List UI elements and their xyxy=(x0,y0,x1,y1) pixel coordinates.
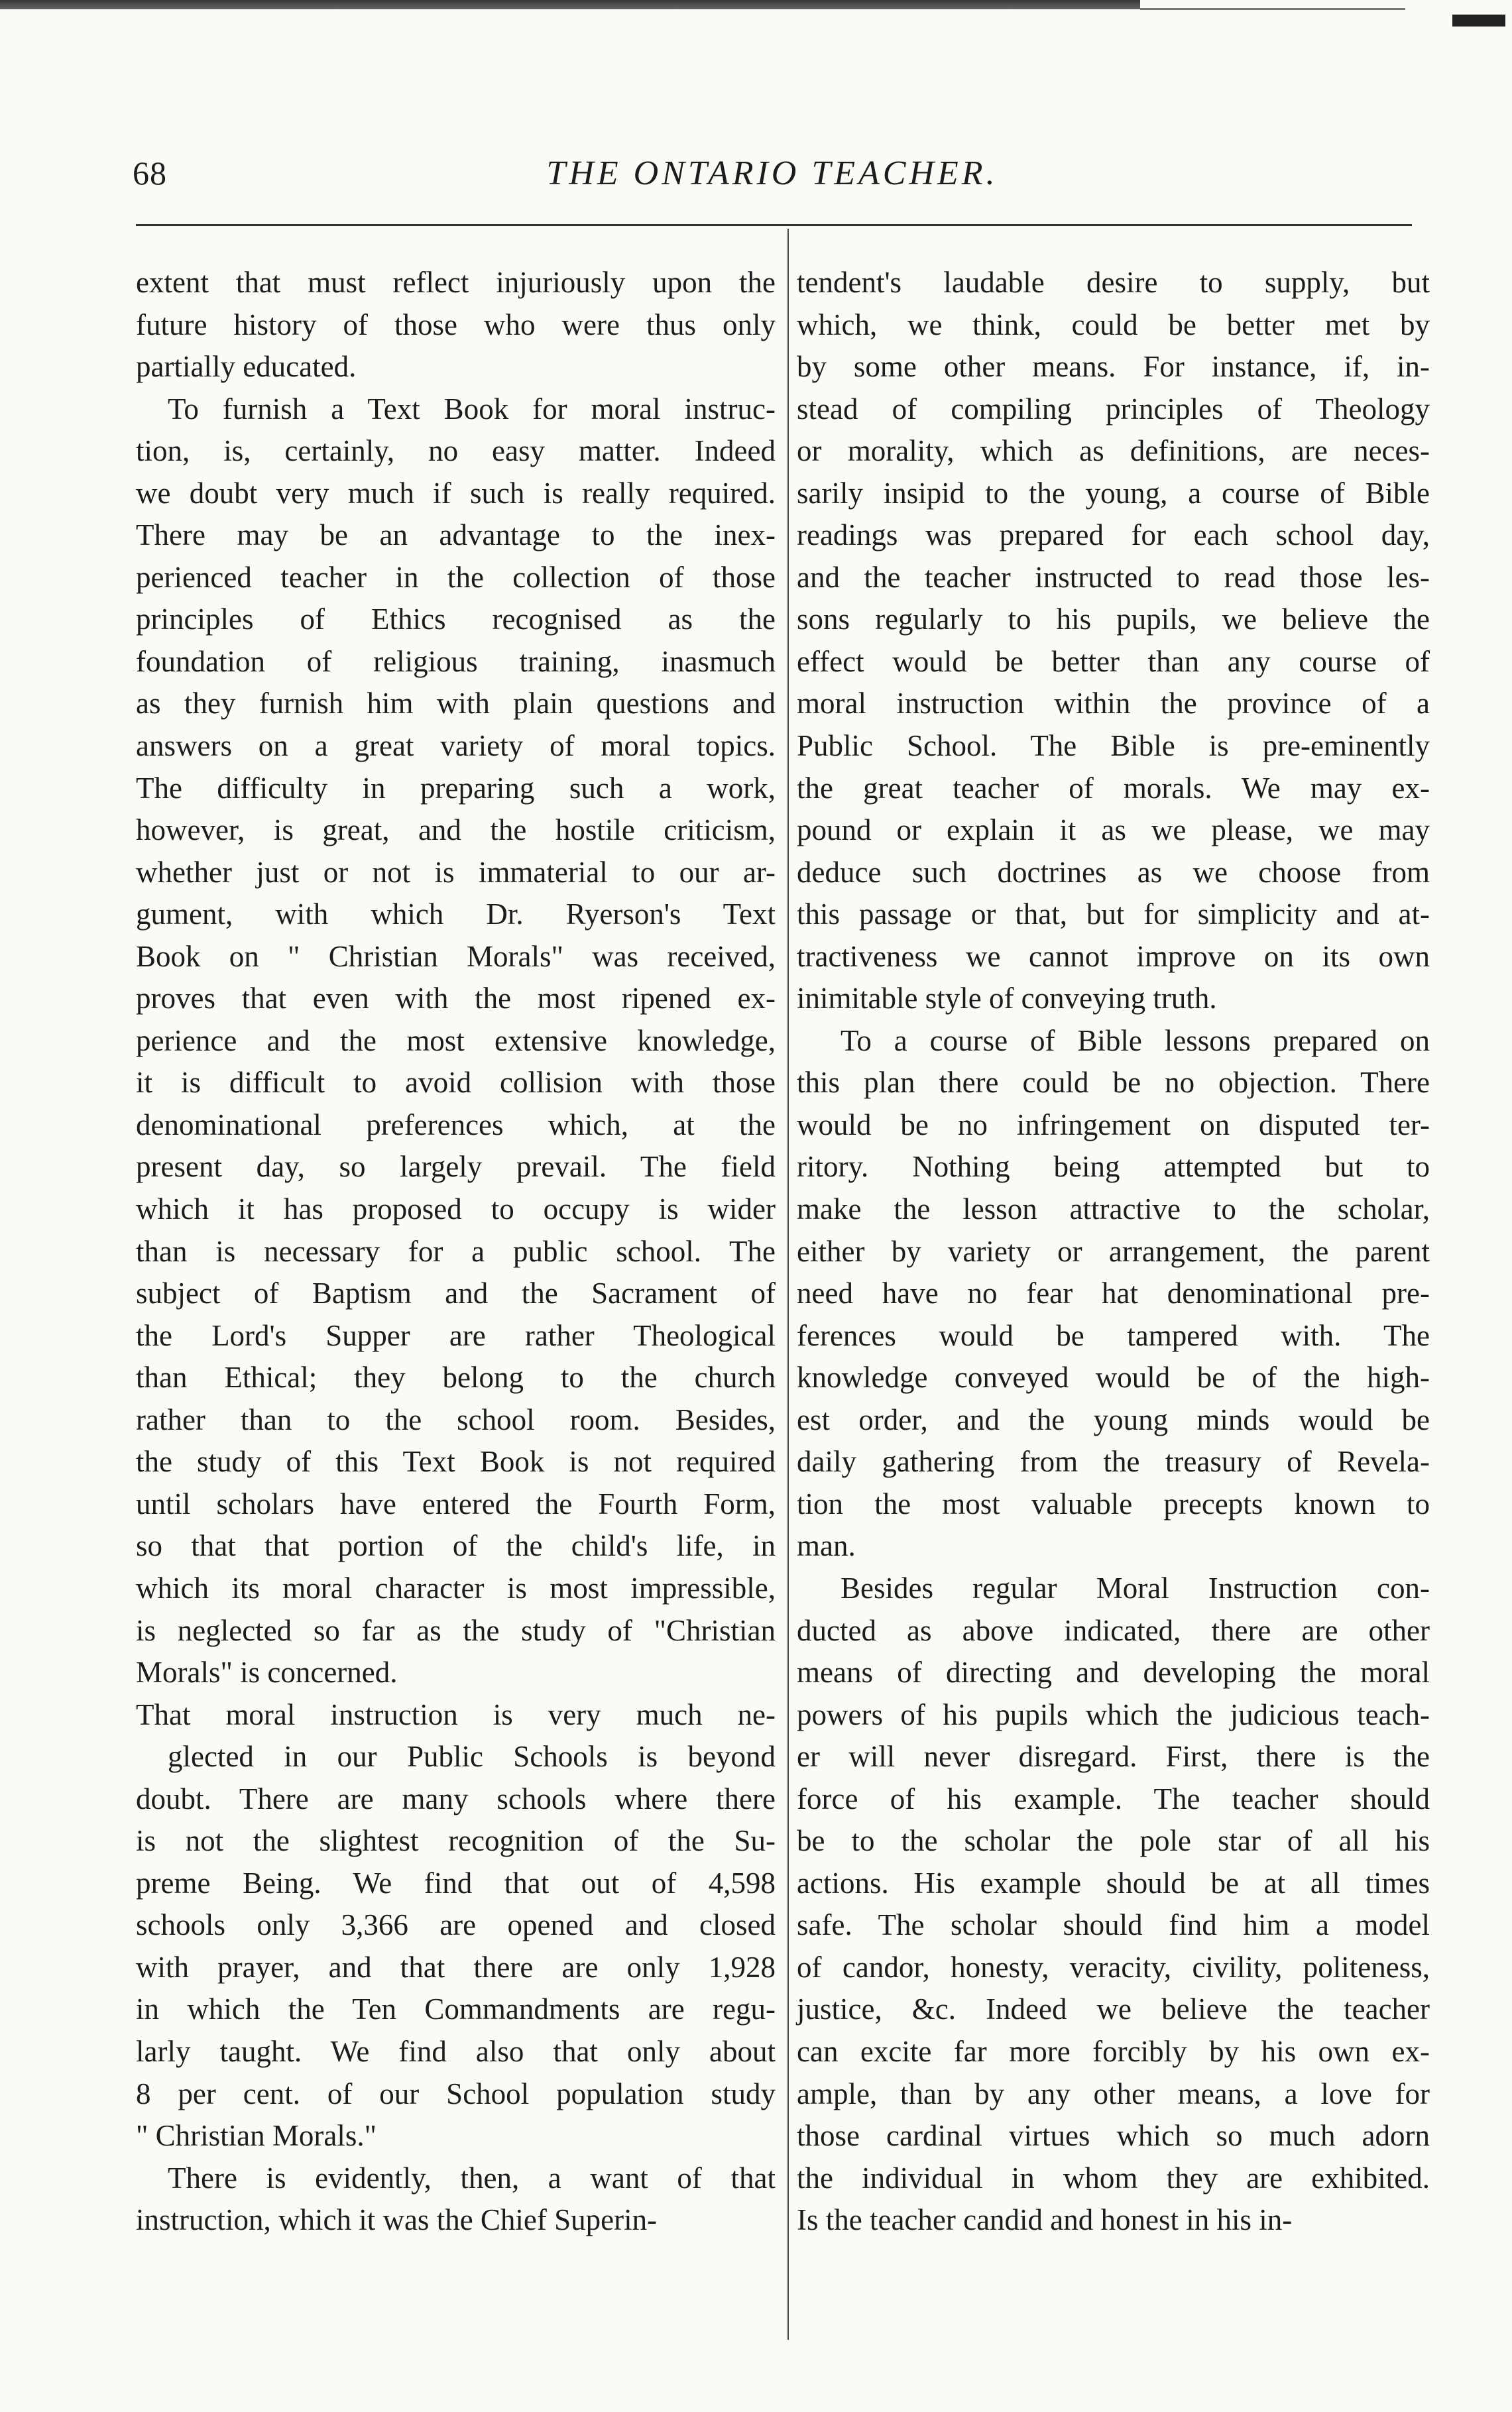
text-line: safe. The scholar should find him a model xyxy=(797,1908,1430,1942)
text-line: justice, &c. Indeed we believe the teacher xyxy=(797,1992,1430,2026)
text-line: schools only 3,366 are opened and closed xyxy=(136,1908,776,1942)
text-line: inimitable style of conveying truth. xyxy=(797,982,1217,1015)
text-line: doubt. There are many schools where there xyxy=(136,1782,776,1815)
text-line: this plan there could be no objection. There xyxy=(797,1066,1430,1100)
text-line: Morals" is concerned. xyxy=(136,1656,398,1690)
text-line: perience and the most extensive knowledge, xyxy=(136,1023,776,1057)
text-line: glected in our Public Schools is beyond xyxy=(168,1740,776,1774)
text-line: extent that must reflect injuriously upon the xyxy=(136,266,776,299)
text-line: means of directing and developing the moral xyxy=(797,1656,1430,1690)
text-line: however, is great, and the hostile criticism, xyxy=(136,813,776,847)
text-line: Is the teacher candid and honest in his in- xyxy=(797,2203,1293,2237)
text-line: tion, is, certainly, no easy matter. Indeed xyxy=(136,434,776,468)
text-line: as they furnish him with plain questions and xyxy=(136,687,776,720)
text-line: which, we think, could be better met by xyxy=(797,308,1430,341)
running-title: THE ONTARIO TEACHER. xyxy=(546,154,998,192)
text-line: ample, than by any other means, a love for xyxy=(797,2077,1430,2110)
text-line: whether just or not is immaterial to our ar- xyxy=(136,855,776,889)
text-line: rather than to the school room. Besides, xyxy=(136,1403,776,1436)
text-line: and the teacher instructed to read those les- xyxy=(797,560,1430,594)
text-line: subject of Baptism and the Sacrament of xyxy=(136,1277,776,1310)
text-line: is not the slightest recognition of the Su- xyxy=(136,1824,776,1858)
text-line: larly taught. We find also that only about xyxy=(136,2034,776,2068)
text-line: daily gathering from the treasury of Revela- xyxy=(797,1445,1430,1479)
text-line: powers of his pupils which the judicious teach- xyxy=(797,1697,1430,1731)
text-line: so that that portion of the child's life, in xyxy=(136,1529,776,1563)
text-line: ferences would be tampered with. The xyxy=(797,1318,1430,1352)
text-line: denominational preferences which, at the xyxy=(136,1108,776,1141)
text-line: pound or explain it as we please, we may xyxy=(797,813,1430,847)
text-line: future history of those who were thus only xyxy=(136,308,776,341)
text-line: those cardinal virtues which so much adorn xyxy=(797,2119,1430,2153)
text-line: est order, and the young minds would be xyxy=(797,1403,1430,1436)
text-line: " Christian Morals." xyxy=(136,2119,377,2153)
text-line: 8 per cent. of our School population study xyxy=(136,2077,776,2110)
scan-corner-mark xyxy=(1452,15,1505,27)
text-line: proves that even with the most ripened ex- xyxy=(136,982,776,1015)
text-line: foundation of religious training, inasmuch xyxy=(136,644,776,678)
text-line: gument, with which Dr. Ryerson's Text xyxy=(136,897,776,931)
text-line: which it has proposed to occupy is wider xyxy=(136,1192,776,1226)
left-column xyxy=(136,262,776,2242)
text-line: instruction, which it was the Chief Superin- xyxy=(136,2203,658,2237)
text-line: To furnish a Text Book for moral instruc- xyxy=(168,392,776,426)
text-line: make the lesson attractive to the scholar, xyxy=(797,1192,1430,1226)
text-line: present day, so largely prevail. The field xyxy=(136,1150,776,1184)
scan-top-border xyxy=(0,0,1140,9)
text-line: than Ethical; they belong to the church xyxy=(136,1361,776,1395)
text-line: this passage or that, but for simplicity and at- xyxy=(797,897,1430,931)
text-line: by some other means. For instance, if, in- xyxy=(797,350,1430,384)
text-line: moral instruction within the province of a xyxy=(797,687,1430,720)
text-line: of candor, honesty, veracity, civility, politeness, xyxy=(797,1950,1430,1984)
text-line: Book on " Christian Morals" was received, xyxy=(136,939,776,973)
text-line: There is evidently, then, a want of that xyxy=(168,2161,776,2195)
text-line: answers on a great variety of moral topics. xyxy=(136,729,776,763)
text-line: the Lord's Supper are rather Theological xyxy=(136,1318,776,1352)
text-line: perienced teacher in the collection of those xyxy=(136,560,776,594)
text-line: either by variety or arrangement, the parent xyxy=(797,1234,1430,1268)
text-line: The difficulty in preparing such a work, xyxy=(136,771,776,805)
text-line: principles of Ethics recognised as the xyxy=(136,603,776,636)
text-line: knowledge conveyed would be of the high- xyxy=(797,1361,1430,1395)
text-line: er will never disregard. First, there is the xyxy=(797,1740,1430,1774)
scan-top-border-thin xyxy=(1140,8,1405,10)
text-line: man. xyxy=(797,1529,856,1563)
text-line: ritory. Nothing being attempted but to xyxy=(797,1150,1430,1184)
text-line: the great teacher of morals. We may ex- xyxy=(797,771,1430,805)
text-line: readings was prepared for each school day, xyxy=(797,518,1430,552)
text-line: would be no infringement on disputed ter- xyxy=(797,1108,1430,1141)
text-line: There may be an advantage to the inex- xyxy=(136,518,776,552)
text-line: partially educated. xyxy=(136,350,357,384)
text-line: Public School. The Bible is pre-eminently xyxy=(797,729,1430,763)
text-line: can excite far more forcibly by his own ex- xyxy=(797,2034,1430,2068)
text-line: stead of compiling principles of Theology xyxy=(797,392,1430,426)
text-line: preme Being. We find that out of 4,598 xyxy=(136,1866,776,1900)
text-line: the individual in whom they are exhibited. xyxy=(797,2161,1430,2195)
text-line: sons regularly to his pupils, we believe the xyxy=(797,603,1430,636)
header-rule xyxy=(136,224,1412,226)
text-line: actions. His example should be at all times xyxy=(797,1866,1430,1900)
text-line: force of his example. The teacher should xyxy=(797,1782,1430,1815)
text-line: in which the Ten Commandments are regu- xyxy=(136,1992,776,2026)
page-number: 68 xyxy=(133,154,167,192)
text-line: it is difficult to avoid collision with those xyxy=(136,1066,776,1100)
text-line: ducted as above indicated, there are other xyxy=(797,1613,1430,1647)
text-line: deduce such doctrines as we choose from xyxy=(797,855,1430,889)
text-line: the study of this Text Book is not required xyxy=(136,1445,776,1479)
text-line: until scholars have entered the Fourth Form, xyxy=(136,1487,776,1521)
column-divider xyxy=(787,229,789,2340)
text-line: which its moral character is most impressible, xyxy=(136,1571,776,1605)
text-line: than is necessary for a public school. The xyxy=(136,1234,776,1268)
text-line: effect would be better than any course of xyxy=(797,644,1430,678)
text-line: sarily insipid to the young, a course of Bible xyxy=(797,476,1430,510)
page-header xyxy=(133,154,1412,207)
right-column xyxy=(797,262,1430,2242)
text-line: tion the most valuable precepts known to xyxy=(797,1487,1430,1521)
text-line: or morality, which as definitions, are neces- xyxy=(797,434,1430,468)
text-line: That moral instruction is very much ne- xyxy=(136,1697,776,1731)
text-line: be to the scholar the pole star of all his xyxy=(797,1824,1430,1858)
text-line: need have no fear hat denominational pre- xyxy=(797,1277,1430,1310)
text-line: Besides regular Moral Instruction con- xyxy=(841,1571,1430,1605)
text-line: with prayer, and that there are only 1,928 xyxy=(136,1950,776,1984)
text-line: we doubt very much if such is really required. xyxy=(136,476,776,510)
text-line: tractiveness we cannot improve on its own xyxy=(797,939,1430,973)
text-line: To a course of Bible lessons prepared on xyxy=(841,1023,1430,1057)
text-line: tendent's laudable desire to supply, but xyxy=(797,266,1430,299)
text-line: is neglected so far as the study of "Christian xyxy=(136,1613,776,1647)
